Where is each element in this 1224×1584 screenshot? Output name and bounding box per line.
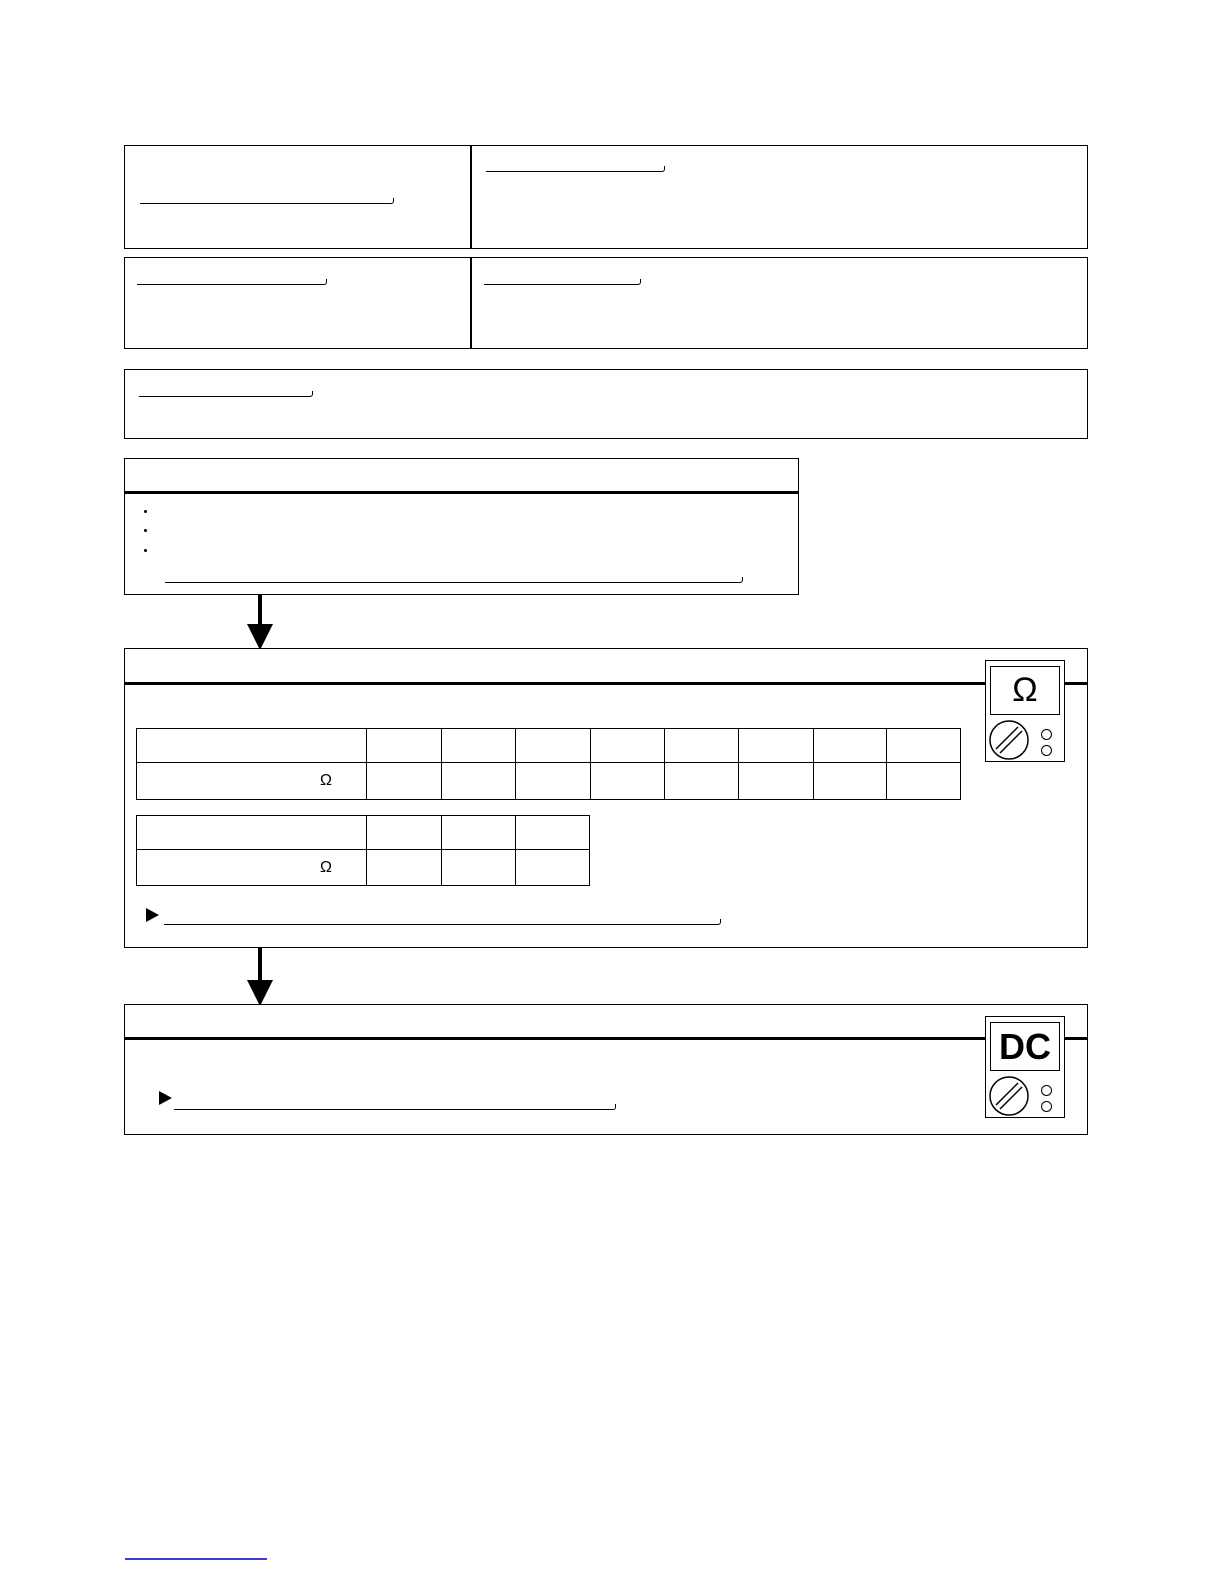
table-cell bbox=[442, 763, 516, 800]
notes-bullet-2 bbox=[144, 529, 147, 532]
table-cell bbox=[442, 729, 516, 763]
dc-voltmeter-icon bbox=[985, 1016, 1065, 1118]
table-cell bbox=[516, 763, 591, 800]
table-cell bbox=[887, 729, 961, 763]
notes-underline bbox=[165, 577, 743, 583]
table-cell bbox=[739, 763, 814, 800]
notes-header-rule bbox=[124, 491, 799, 494]
flow-arrow-1 bbox=[246, 594, 273, 650]
result-pointer-icon bbox=[146, 908, 159, 922]
resistance-check-header-rule bbox=[124, 682, 1088, 685]
table-cell bbox=[516, 850, 590, 886]
table-cell bbox=[665, 729, 739, 763]
notes-box bbox=[124, 458, 799, 595]
info-row-3 bbox=[124, 369, 1088, 439]
info-row-1 bbox=[124, 145, 1088, 249]
ohmmeter-icon bbox=[985, 660, 1065, 762]
dial-knob-icon bbox=[988, 1075, 1032, 1119]
result-pointer-icon bbox=[159, 1091, 172, 1105]
voltage-result-underline bbox=[174, 1104, 616, 1110]
resistance-table-1 bbox=[136, 728, 961, 800]
dial-knob-icon bbox=[988, 719, 1032, 763]
resistance-result-underline bbox=[164, 919, 721, 925]
resistance-table-2 bbox=[136, 815, 590, 886]
table-cell bbox=[442, 850, 516, 886]
table-cell bbox=[137, 763, 367, 800]
table-cell bbox=[591, 763, 665, 800]
table-row bbox=[137, 763, 961, 800]
table-cell bbox=[442, 816, 516, 850]
meter-jack-icon bbox=[1041, 729, 1052, 740]
table-cell bbox=[516, 729, 591, 763]
table-cell bbox=[887, 763, 961, 800]
table-cell bbox=[367, 763, 442, 800]
table-cell bbox=[516, 816, 590, 850]
meter-jack-icon bbox=[1041, 1101, 1052, 1112]
ohm-unit-label: Ω bbox=[320, 772, 332, 790]
info-row-2 bbox=[124, 257, 1088, 349]
ohm-unit-label: Ω bbox=[320, 858, 332, 876]
table-cell bbox=[665, 763, 739, 800]
meter-jack-icon bbox=[1041, 1085, 1052, 1096]
info-row-2-divider bbox=[470, 257, 472, 349]
table-cell bbox=[814, 763, 887, 800]
info-row-2-left-underline bbox=[137, 279, 327, 285]
table-cell bbox=[367, 850, 442, 886]
table-cell bbox=[137, 816, 367, 850]
table-cell bbox=[591, 729, 665, 763]
voltmeter-display-label: DC bbox=[999, 1025, 1051, 1067]
info-row-1-left-underline bbox=[140, 198, 394, 204]
table-cell bbox=[739, 729, 814, 763]
notes-bullet-1 bbox=[144, 510, 147, 513]
ohmmeter-display-symbol: Ω bbox=[1012, 671, 1038, 709]
voltage-check-header-rule bbox=[124, 1037, 1088, 1040]
table-row bbox=[137, 850, 590, 886]
info-row-3-underline bbox=[139, 391, 313, 397]
table-row bbox=[137, 729, 961, 763]
info-row-2-right-underline bbox=[484, 279, 641, 285]
flow-arrow-2 bbox=[246, 948, 273, 1006]
table-row bbox=[137, 816, 590, 850]
notes-bullet-3 bbox=[144, 549, 147, 552]
table-cell bbox=[367, 729, 442, 763]
voltmeter-display bbox=[990, 1022, 1060, 1071]
meter-jack-icon bbox=[1041, 745, 1052, 756]
info-row-1-right-underline bbox=[486, 166, 665, 172]
voltage-check-box bbox=[124, 1004, 1088, 1135]
table-cell bbox=[367, 816, 442, 850]
ohmmeter-display bbox=[990, 666, 1060, 715]
info-row-1-divider bbox=[470, 145, 472, 249]
table-cell bbox=[814, 729, 887, 763]
table-cell bbox=[137, 850, 367, 886]
footer-link[interactable] bbox=[125, 1558, 267, 1560]
table-cell bbox=[137, 729, 367, 763]
